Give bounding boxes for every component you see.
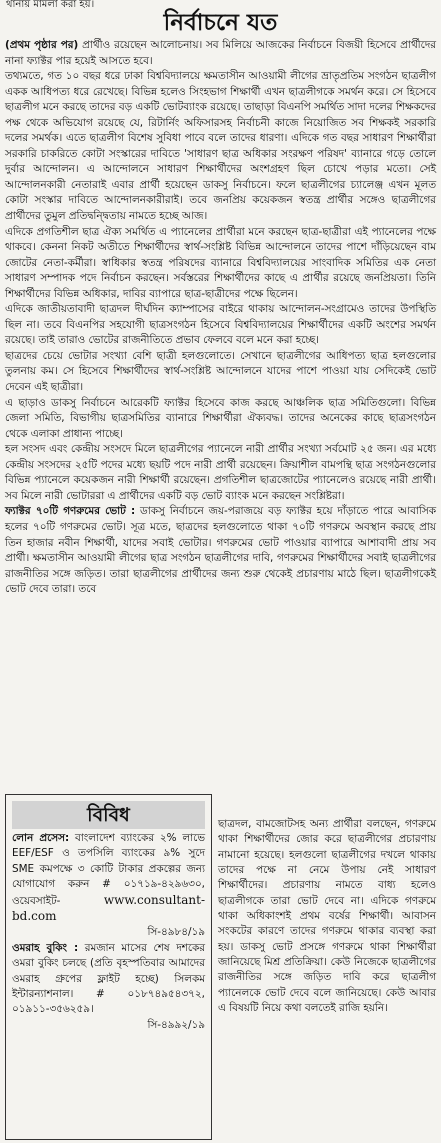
article-continuation: ছাত্রদল, বামজোটসহ অন্য প্রার্থীরা বলছেন, গণরুমে থাকা শিক্ষার্থীদের জোর করে ছাত্রলীগের প্রচারণায় নামানো হয়েছে। হলগুলো ছাত্রলীগের দখলে থাকায় তাদের পক্ষে না নেমে উপায় নেই সাধারণ শিক্ষার্থীদের। প্রচারণায় নামতে বাধ্য হলেও ছাত্রলীগকে তারা ভোট দেবে না। এদিকে গণরুমে থাকা অধিকাংশই প্রথম বর্ষের শিক্ষার্থী। আবাসন সংকটের কারণে তাদের গণরুমে থাকার ব্যবস্থা করা হয়। ডাকসু ভোট প্রসঙ্গে গণরুমে থাকা শিক্ষার্থীরা জানিয়েছে মিশ্র প্রতিক্রিয়া। কেউ নিজেকে ছাত্রলীগের রাজনীতির সঙ্গে জড়িত দাবি করে ছাত্রলীগ প্যানেলকে ভোট দেবে বলে জানিয়েছে। কেউ আবার এ বিষয়টি নিয়ে কথা বলতেই রাজি হয়নি। [218,818,436,1015]
article-paragraph [5,504,436,597]
classified-ad [12,831,205,941]
ad-text: বাংলাদেশ ব্যাংকের ২% লাভে EEF/ESF ও তপসিলি ব্যাংকের ৯% সুদে SME কমপক্ষে ৩ কোটি টাকার প্রকল্পের জন্য যোগাযোগ করুন # ০১৭১৯-৪২৯৬৩০, ওয়েবসাইট- [12,832,206,907]
article-paragraph: এদিকে প্রগতিশীল ছাত্র ঐক্য সমর্থিত এ প্যানেলের প্রার্থীরা মনে করছেন ছাত্র-ছাত্রীরা এই প্যানেলের পক্ষে থাকবে। কেননা নিকট অতীতে শিক্ষার্থীদের স্বার্থ-সংশ্লিষ্ট বিভিন্ন আন্দোলনে তাদের পাশে দাঁড়িয়েছেন বাম জোটের নেতা-কর্মীরা। স্বাধিকার স্বতন্ত্র পরিষদের ব্যানারে বিশ্ববিদ্যালয়ের সাংবাদিক সমিতির এক নেতা সাধারণ সম্পাদক পদে নির্বাচন করছেন। সর্বস্তরের শিক্ষার্থীদের কাছে এ প্রার্থীর রয়েছে জনপ্রিয়তা। তিনি শিক্ষার্থীদের বিভিন্ন অধিকার, দাবির ব্যাপারে ছাত্র-ছাত্রীদের পক্ষে ছিলেন। [5,225,436,300]
article-paragraph: ছাত্রদের চেয়ে ভোটার সংখ্যা বেশি ছাত্রী হলগুলোতে। সেখানে ছাত্রলীগের আধিপত্য ছাত্র হলগুলোর তুলনায় কম। সে হিসেবে শিক্ষার্থীদের স্বার্থ-সংশ্লিষ্ট আন্দোলনে যাদের পাশে পাওয়া যায় সেদিকেই ভোট দেবেন এই ছাত্রীরা। [5,349,436,394]
paragraph-text: ডাকসু নির্বাচনে জয়-পরাজয়ে বড় ফ্যাক্টর হয়ে দাঁড়াতে পারে আবাসিক হলের ৭০টি গণরুমের ভোট। সূত্র মতে, ছাত্রদের হলগুলোতে থাকা ৭০টি গণরুমে অবস্থান করছে প্রায় তিন হাজার নবীন শিক্ষার্থী, যাদের সবাই ভোটার। গণরুমের ভোট পাওয়ার ব্যাপারে আশাবাদী প্রায় সব প্রার্থী। ক্ষমতাসীন আওয়ামী লীগের ছাত্র সংগঠন ছাত্রলীগের দাবি, গণরুমের শিক্ষার্থীদের সবাই ছাত্রলীগের রাজনীতির সঙ্গে জড়িত। তারা ছাত্রলীগের প্রার্থীদের জন্য শুরু থেকেই প্রচারণায় মাঠে ছিল। ছাত্রলীগকেই ভোট দেবে তারা। তবে [5,505,437,596]
previous-article-snippet: থানায় মামলা করা হয়। [6,0,95,10]
paragraph-text: প্রার্থীও রয়েছেন আলোচনায়। সব মিলিয়ে আজকের নির্বাচনে বিজয়ী হিসেবে প্রার্থীদের নানা ফ্যাক্টর পার হয়েই আসতে হবে। [5,39,436,67]
ad-text: রমজান মাসের শেষ দশকের ওমরা বুকিং চলছে (প্রতি বৃহস্পতিবার আমাদের ওমরাহ গ্রুপের ফ্লাইট হচ্ছে) সিলকম ইন্টারন্যাশনাল। # ০১৮৭৪৯৫৪৩৭২, ০১৯১১-৩৫৬২৫৯। [12,941,205,1016]
classifieds-body [6,831,211,1033]
article-body [5,38,436,598]
article-paragraph: এদিকে জাতীয়তাবাদী ছাত্রদল দীর্ঘদিন ক্যাম্পাসের বাইরে থাকায় আন্দোলন-সংগ্রামেও তাদের উপস্থিতি ছিল না। তবে বিএনপির সহযোগী ছাত্রসংগঠন হিসেবে বিশ্ববিদ্যালয়ের শিক্ষার্থীদের একটি অংশের সমর্থন রয়েছে। তাই তারাও ভোটের রাজনীতিতে প্রভাব ফেলবে বলে মনে করা হচ্ছে। [5,303,436,347]
article-headline: নির্বাচনে যত [163,9,278,36]
ad-reference: সি-৪৯৯২/১৯ [147,1018,205,1031]
ad-website-link[interactable]: www.consultant-bd.com [12,892,205,924]
article-paragraph: তথ্যমতে, গত ১০ বছর ধরে ঢাকা বিশ্ববিদ্যালয়ে ক্ষমতাসীন আওয়ামী লীগের ভ্রাতৃপ্রতিম সংগঠন ছাত্রলীগ একক আধিপত্য ধরে রেখেছে। বিভিন্ন হলেও সিংহভাগ শিক্ষার্থী এখন ছাত্রলীগকে সমর্থন করে। সে হিসেবে ছাত্রলীগ মনে করছে তাদের বড় একটি ভোটব্যাংক রয়েছে। তাছাড়া বিএনপি সমর্থিত সাদা দলের শিক্ষকদের পক্ষ থেকে অভিযোগ রয়েছে যে, রিটার্নিং অফিসারসহ নির্বাচনী কাজে নিয়োজিত সব শিক্ষকই সরকারি দলের সমর্থক। এতে ছাত্রলীগ বিশেষ সুবিধা পাবে বলে তাদের ধারণা। এদিকে গত বছর সাধারণ শিক্ষার্থীরা সরকারি চাকরিতে কোটা সংস্কারের দাবিতে 'সাধারণ ছাত্র অধিকার সংরক্ষণ পরিষদ' ব্যানারে গড়ে তোলে দুর্বার আন্দোলন। এ আন্দোলনে সাধারণ শিক্ষার্থীদের অংশগ্রহণ ছিল চোখে পড়ার মতো। সেই আন্দোলনকারী নেতারাই এবার প্রার্থী হয়েছেন ডাকসু নির্বাচনে। ফলে ছাত্রলীগের চ্যালেঞ্জ এখন মূলত কোটা সংস্কার দাবিতে আন্দোলনকারীরাই। তবে জনপ্রিয় কয়েকজন স্বতন্ত্র প্রার্থীর সঙ্গেও ছাত্রলীগের প্রার্থীদের তুমুল প্রতিদ্বন্দ্বিতায় নামতে হচ্ছে আজ। [5,70,436,223]
ad-reference: সি-৪৯৮৪/১৯ [147,926,205,939]
article-paragraph [5,38,436,69]
article-paragraph: হল সংসদ এবং কেন্দ্রীয় সংসদে মিলে ছাত্রলীগের প্যানেলে নারী প্রার্থীর সংখ্যা সর্বমোট ২৫ জন। এর মধ্যে কেন্দ্রীয় সংসদের ২৫টি পদের মধ্যে ছয়টি পদে নারী প্রার্থী রয়েছেন। ক্রিয়াশীল বামপন্থি ছাত্র সংগঠনগুলোর বিভিন্ন প্যানেলে কয়েকজন নারী শিক্ষার্থী রয়েছেন। প্রগতিশীল ছাত্রজোটের প্যানেলেও রয়েছে নারী প্রার্থী। সব মিলে নারী ভোটাররা এ প্রার্থীদের একটি বড় ভোট ব্যাংক মনে করছেন সংশ্লিষ্টরা। [5,443,436,502]
classified-ad [12,941,205,1033]
classifieds-box [5,794,212,1140]
continued-from-label: (প্রথম পৃষ্ঠার পর) [5,39,79,51]
ad-heading: ওমরাহ বুকিং : [12,941,79,954]
subheading: ফ্যাক্টর ৭০টি গণরুমের ভোট : [5,505,136,518]
classifieds-title: বিবিধ [12,801,205,829]
article-paragraph: এ ছাড়াও ডাকসু নির্বাচনে আরেকটি ফ্যাক্টর হিসেবে কাজ করছে আঞ্চলিক ছাত্র সমিতিগুলো। বিভিন্ন জেলা সমিতি, বিভাগীয় ছাত্রসমিতির ব্যানারে শিক্ষার্থীরা ঐক্যবদ্ধ। তাদের অনেকের কাছে ছাত্রসংগঠন থেকে এলাকা প্রাধান্য পাচ্ছে। [5,396,436,440]
ad-heading: লোন প্রসেস: [12,832,70,844]
